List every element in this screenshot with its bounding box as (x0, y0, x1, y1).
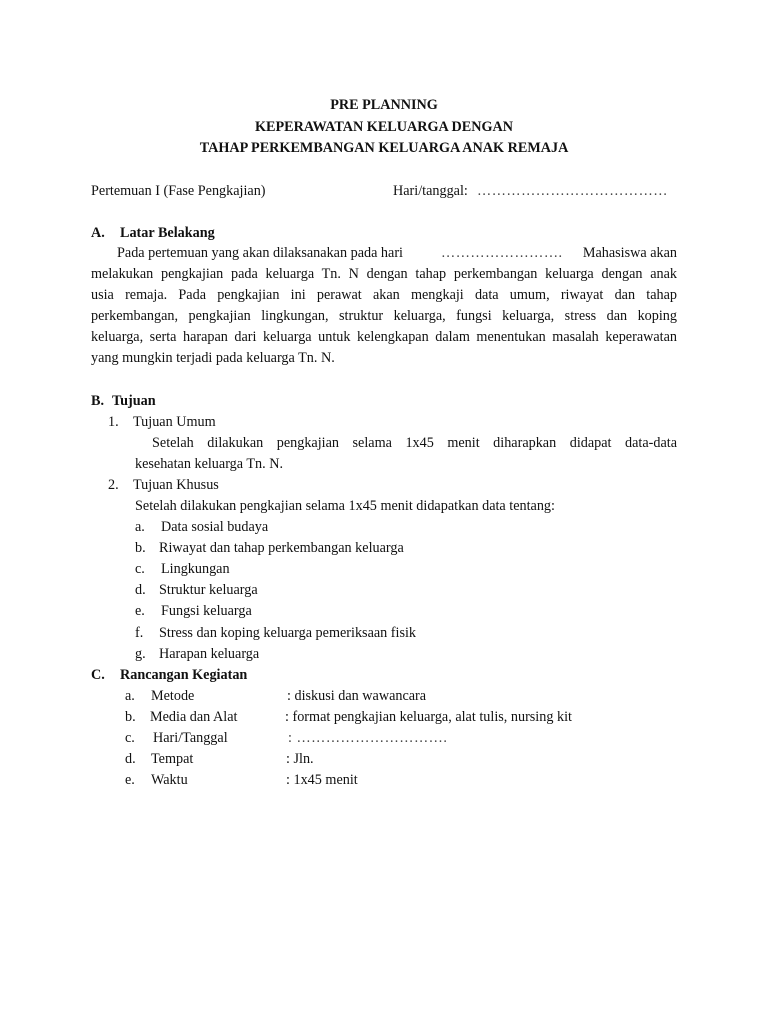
title-line-3: TAHAP PERKEMBANGAN KELUARGA ANAK REMAJA (199, 140, 569, 156)
section-a-letter: A. (91, 225, 105, 241)
section-c-heading: Rancangan Kegiatan (120, 667, 248, 683)
list-letter: f. (135, 625, 144, 641)
list-item: Harapan keluarga (159, 646, 260, 662)
list-item: Lingkungan (161, 561, 230, 577)
plan-row-letter: d. (125, 751, 136, 767)
list-letter: c. (135, 561, 145, 577)
section-a-line-1-dots: ……………………. (441, 245, 563, 261)
plan-row-letter: a. (125, 688, 135, 704)
section-a-line-5: keluarga, serta harapan dari keluarga untuk kelengkapan dalam menentukan masalah keperawatan (91, 329, 677, 345)
section-a-line-4: perkembangan, pengkajian lingkungan, struktur keluarga, fungsi keluarga, stress dan koping (91, 308, 677, 324)
meeting-date-label: Hari/tanggal: (393, 183, 468, 199)
section-b-item-2-num: 2. (108, 477, 119, 493)
list-item: Data sosial budaya (161, 519, 269, 535)
title-line-1: PRE PLANNING (330, 97, 438, 113)
list-item: Fungsi keluarga (161, 603, 252, 619)
plan-row-label: Tempat (151, 751, 194, 767)
plan-row-value: : format pengkajian keluarga, alat tulis, nursing kit (285, 709, 572, 725)
section-b-item-1-title: Tujuan Umum (133, 414, 216, 430)
list-letter: e. (135, 603, 145, 619)
plan-row-letter: b. (125, 709, 136, 725)
title-line-2: KEPERAWATAN KELUARGA DENGAN (254, 119, 514, 135)
plan-row-value: : Jln. (286, 751, 314, 767)
plan-row-label: Waktu (151, 772, 188, 788)
section-b-heading: Tujuan (112, 393, 156, 409)
list-item: Riwayat dan tahap perkembangan keluarga (159, 540, 404, 556)
section-b-item-2-intro: Setelah dilakukan pengkajian selama 1x45 menit didapatkan data tentang: (135, 498, 555, 514)
section-b-item-2-title: Tujuan Khusus (133, 477, 219, 493)
list-item: Struktur keluarga (159, 582, 258, 598)
plan-row-label: Media dan Alat (150, 709, 238, 725)
meeting-date-value: ………………………………… (477, 183, 668, 199)
section-a-line-3: usia remaja. Pada pengkajian ini perawat akan mengkaji data umum, riwayat dan tahap (91, 287, 677, 303)
plan-row-value: : …………………………. (288, 730, 448, 746)
plan-row-value: : 1x45 menit (286, 772, 358, 788)
section-b-item-1-line-1: Setelah dilakukan pengkajian selama 1x45 menit diharapkan didapat data-data (152, 435, 677, 451)
section-a-line-2: melakukan pengkajian pada keluarga Tn. N dengan tahap perkembangan keluarga dengan anak (91, 266, 677, 282)
section-c-letter: C. (91, 667, 105, 683)
section-b-item-1-num: 1. (108, 414, 119, 430)
section-b-item-1-line-2: kesehatan keluarga Tn. N. (135, 456, 283, 472)
section-a-line-1-start: Pada pertemuan yang akan dilaksanakan pada hari (117, 245, 403, 261)
list-letter: d. (135, 582, 146, 598)
list-letter: b. (135, 540, 146, 556)
plan-row-letter: c. (125, 730, 135, 746)
plan-row-value: : diskusi dan wawancara (287, 688, 427, 704)
section-a-heading: Latar Belakang (120, 225, 215, 241)
section-a-line-1-end: Mahasiswa akan (582, 245, 677, 261)
section-b-letter: B. (91, 393, 105, 409)
list-letter: g. (135, 646, 146, 662)
plan-row-label: Metode (151, 688, 195, 704)
list-letter: a. (135, 519, 145, 535)
list-item: Stress dan koping keluarga pemeriksaan fisik (159, 625, 417, 641)
plan-row-label: Hari/Tanggal (153, 730, 228, 746)
plan-row-letter: e. (125, 772, 135, 788)
section-a-line-6: yang mungkin terjadi pada keluarga Tn. N. (91, 350, 335, 366)
meeting-session: Pertemuan I (Fase Pengkajian) (91, 183, 266, 199)
